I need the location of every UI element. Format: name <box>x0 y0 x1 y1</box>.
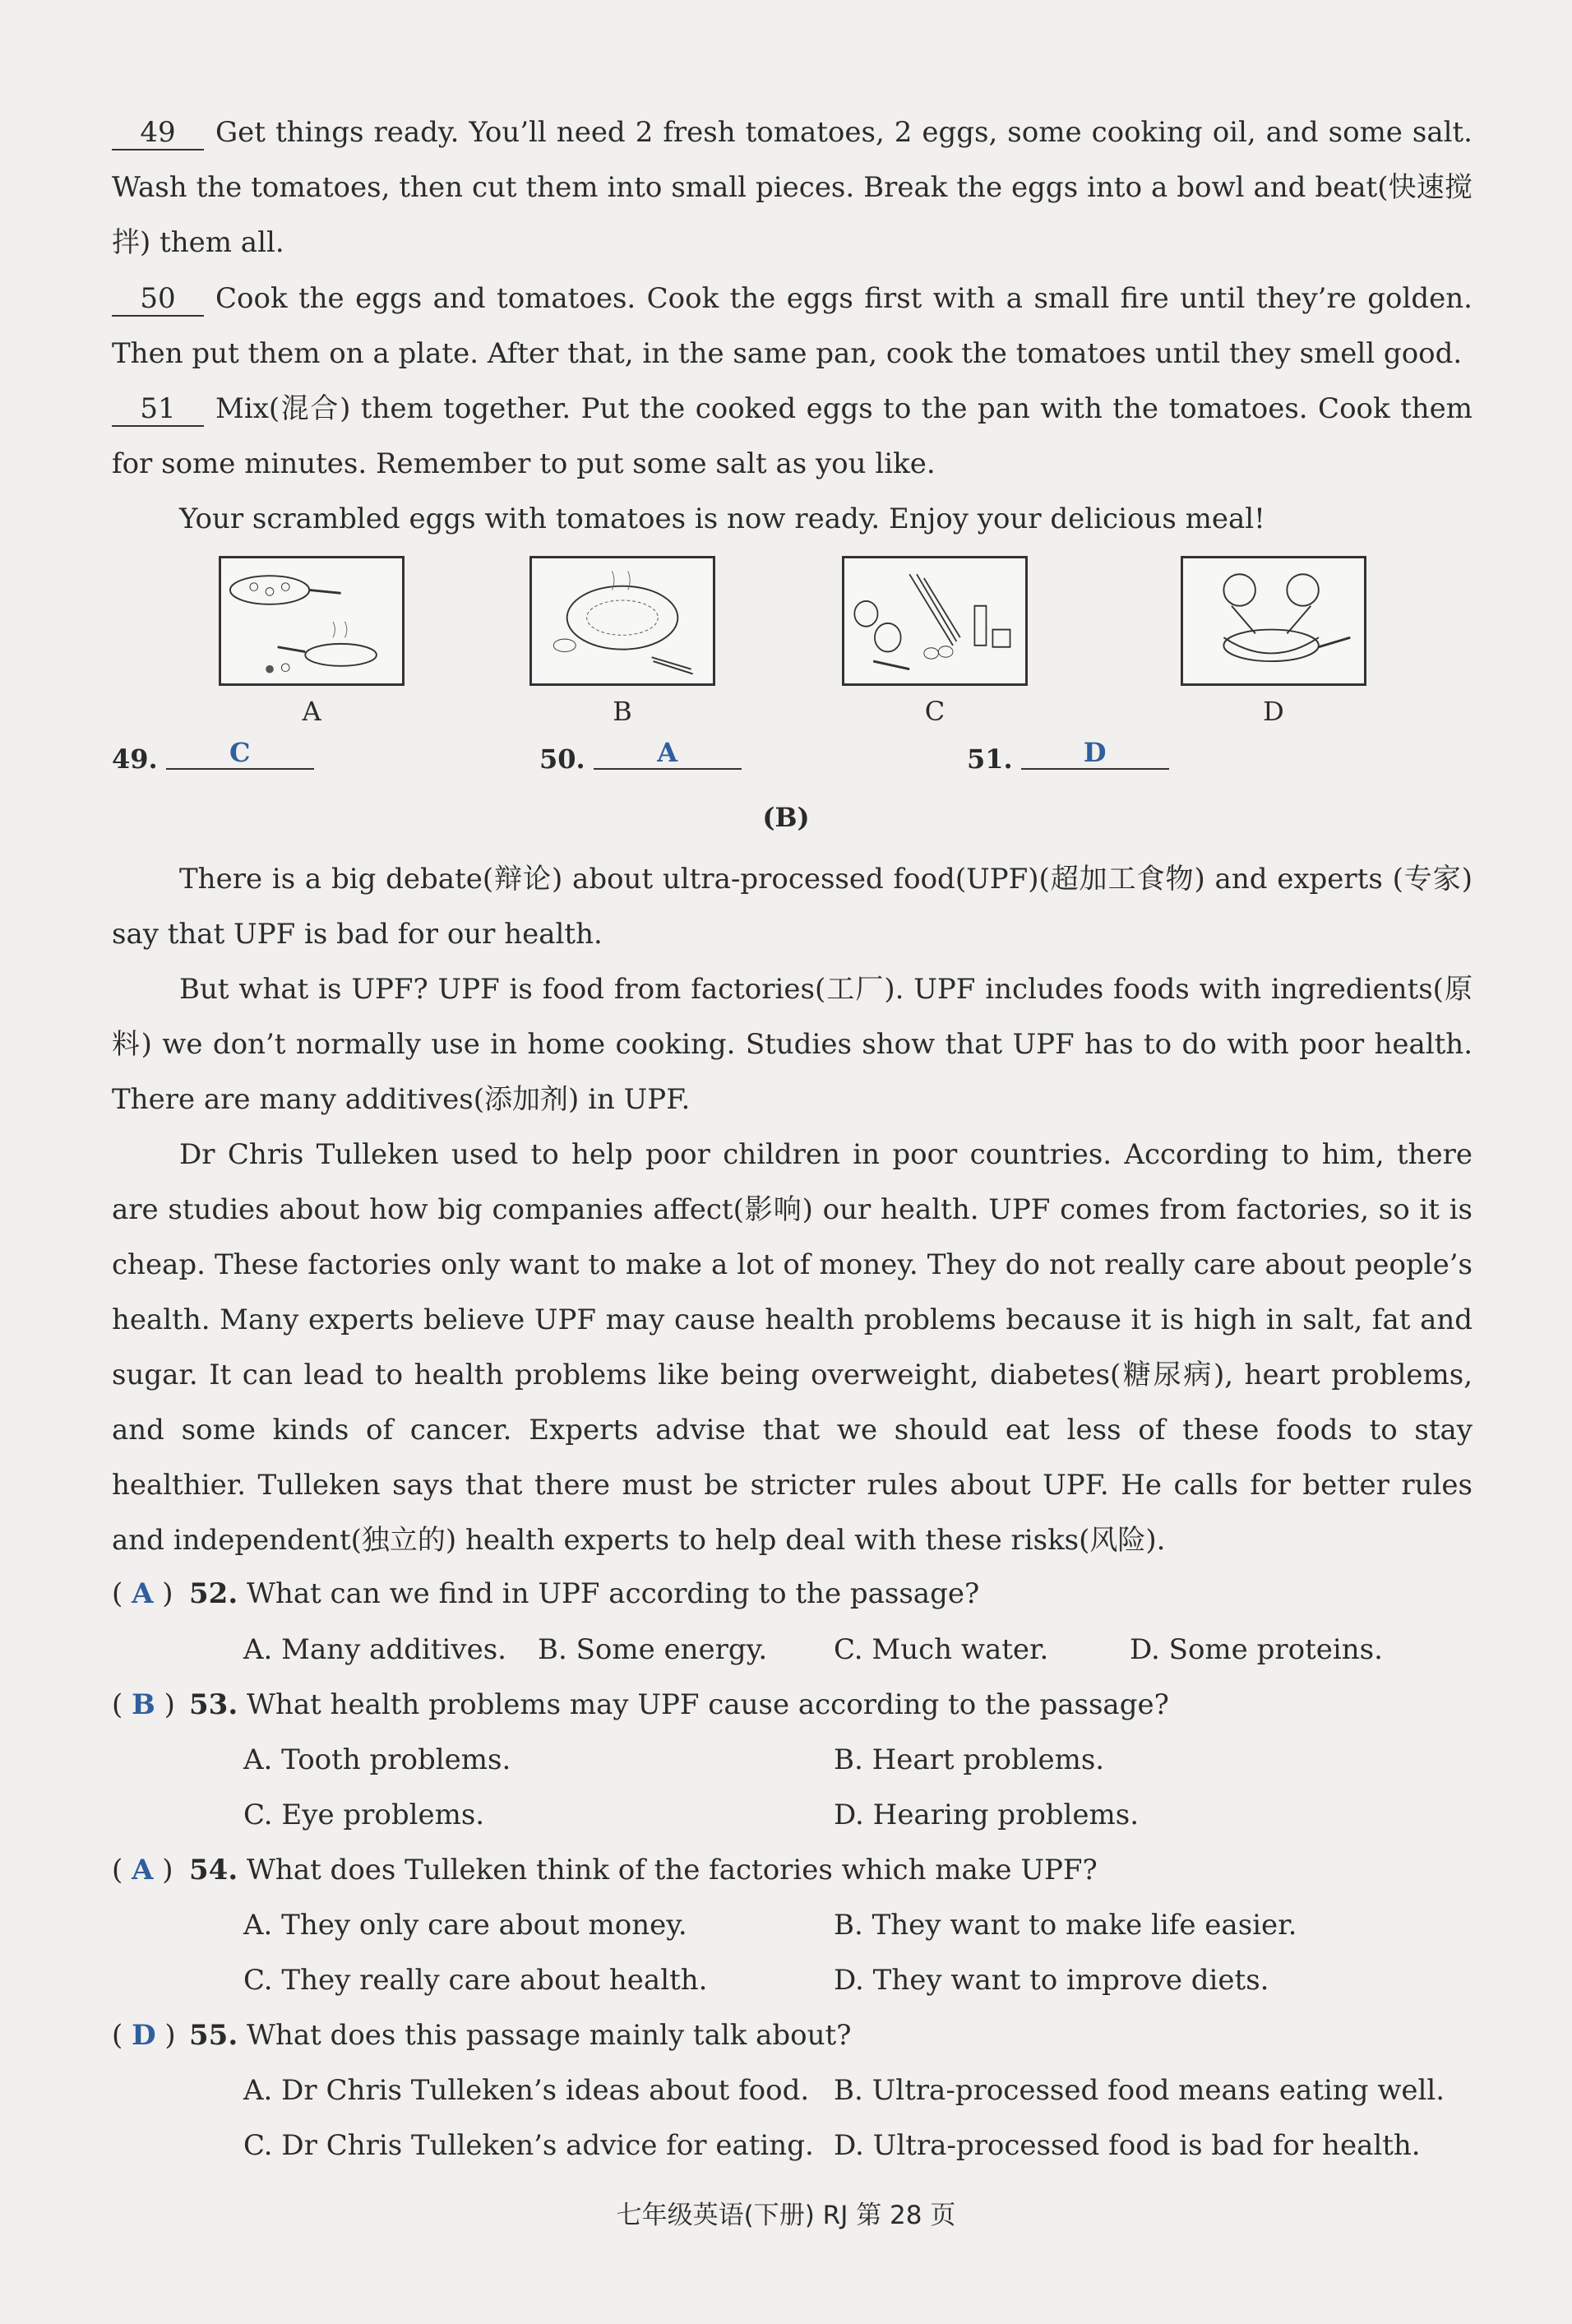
option-53-a[interactable]: A. Tooth problems. <box>243 1743 511 1776</box>
cooking-pans-picture <box>219 556 405 686</box>
answer-51-number: 51. <box>967 743 1013 775</box>
option-55-b[interactable]: B. Ultra-processed food means eating well. <box>834 2074 1445 2107</box>
step-49-text: Get things ready. You’ll need 2 fresh tomatoes, 2 eggs, some cooking oil, and some salt. Wash the tomatoes, then cut them into small pieces. Break the eggs into a bowl and beat(快速搅拌) them all. <box>112 116 1473 259</box>
section-b-title: (B) <box>762 802 810 833</box>
picture-label-b: B <box>613 696 632 727</box>
answer-51-value[interactable]: D <box>1021 737 1169 770</box>
option-53-d[interactable]: D. Hearing problems. <box>834 1799 1140 1831</box>
option-52-d[interactable]: D. Some proteins. <box>1130 1633 1383 1666</box>
option-54-a[interactable]: A. They only care about money. <box>243 1909 687 1942</box>
question-52-number: 52. <box>189 1577 238 1610</box>
question-53: ( B ) 53. What health problems may UPF cause according to the passage? <box>112 1688 1169 1721</box>
question-52: ( A ) 52. What can we find in UPF according to the passage? <box>112 1577 980 1610</box>
option-53-b[interactable]: B. Heart problems. <box>834 1743 1105 1776</box>
question-52-text: What can we find in UPF according to the passage? <box>246 1577 980 1610</box>
step-50-paragraph <box>112 271 1473 382</box>
beating-eggs-picture <box>1181 556 1366 686</box>
dish-icon <box>532 558 713 683</box>
step-51-paragraph <box>112 382 1473 492</box>
question-54: ( A ) 54. What does Tulleken think of the factories which make UPF? <box>112 1854 1098 1887</box>
ingredients-icon <box>844 558 1025 683</box>
passage-paragraph-3-text: Dr Chris Tulleken used to help poor children in poor countries. According to him, there are studies about how big companies affect(影响) our health. UPF comes from factories, so it is cheap. These factories only want to make a lot of money. They do not really care about people’s health. Many experts believe UPF may cause health problems because it is high in salt, fat and sugar. It can lead to health problems like being overweight, diabetes(糖尿病), heart problems, and some kinds of cancer. Experts advise that we should eat less of these foods to stay healthier. Tulleken says that there must be stricter rules about UPF. He calls for better rules and independent(独立的) health experts to help deal with these risks(风险). <box>112 1138 1473 1557</box>
picture-label-c: C <box>924 696 946 727</box>
answer-50-value[interactable]: A <box>594 737 742 770</box>
option-52-a[interactable]: A. Many additives. <box>243 1633 506 1666</box>
option-54-d[interactable]: D. They want to improve diets. <box>834 1964 1269 1997</box>
closing-line <box>112 492 1473 547</box>
option-55-d[interactable]: D. Ultra-processed food is bad for health. <box>834 2129 1421 2162</box>
question-54-number: 54. <box>189 1854 238 1887</box>
step-50-text: Cook the eggs and tomatoes. Cook the eggs first with a small fire until they’re golden. Then put them on a plate. After that, in the same pan, cook the tomatoes until they smell good. <box>112 282 1473 370</box>
passage-paragraph-1 <box>112 852 1473 962</box>
option-55-c[interactable]: C. Dr Chris Tulleken’s advice for eating. <box>243 2129 814 2162</box>
option-52-c[interactable]: C. Much water. <box>834 1633 1049 1666</box>
question-54-text: What does Tulleken think of the factories which make UPF? <box>246 1854 1098 1887</box>
option-53-c[interactable]: C. Eye problems. <box>243 1799 485 1831</box>
dish-with-chopsticks-picture <box>529 556 715 686</box>
question-54-answer[interactable]: A <box>132 1854 154 1887</box>
beating-eggs-icon <box>1183 558 1364 683</box>
option-54-c[interactable]: C. They really care about health. <box>243 1964 708 1997</box>
passage-paragraph-1-text: There is a big debate(辩论) about ultra-processed food(UPF)(超加工食物) and experts (专家) say that UPF is bad for our health. <box>112 863 1473 951</box>
blank-49: 49 <box>112 116 204 150</box>
passage-paragraph-3 <box>112 1127 1473 1568</box>
question-53-text: What health problems may UPF cause according to the passage? <box>246 1688 1169 1721</box>
answer-49-value[interactable]: C <box>166 737 314 770</box>
question-53-answer[interactable]: B <box>132 1688 155 1721</box>
passage-paragraph-2-text: But what is UPF? UPF is food from factories(工厂). UPF includes foods with ingredients(原料) we don’t normally use in home cooking. Studies show that UPF has to do with poor health. There are many additives(添加剂) in UPF. <box>112 973 1473 1116</box>
option-55-a[interactable]: A. Dr Chris Tulleken’s ideas about food. <box>243 2074 810 2107</box>
step-51-text: Mix(混合) them together. Put the cooked eggs to the pan with the tomatoes. Cook them for some minutes. Remember to put some salt as you like. <box>112 392 1473 480</box>
answer-50 <box>539 737 742 776</box>
blank-50: 50 <box>112 282 204 317</box>
question-53-number: 53. <box>189 1688 238 1721</box>
answer-50-number: 50. <box>539 743 585 775</box>
picture-label-a: A <box>302 696 321 727</box>
blank-51: 51 <box>112 392 204 427</box>
option-52-b[interactable]: B. Some energy. <box>538 1633 768 1666</box>
picture-label-d: D <box>1263 696 1284 727</box>
question-55: ( D ) 55. What does this passage mainly talk about? <box>112 2019 852 2052</box>
ingredients-picture <box>842 556 1028 686</box>
answer-51 <box>967 737 1169 776</box>
closing-text: Your scrambled eggs with tomatoes is now ready. Enjoy your delicious meal! <box>179 502 1265 535</box>
page-footer: 七年级英语(下册) RJ 第 28 页 <box>616 2201 956 2230</box>
question-55-number: 55. <box>189 2019 238 2052</box>
cooking-pans-icon <box>221 558 402 683</box>
answer-49-number: 49. <box>112 743 158 775</box>
question-55-answer[interactable]: D <box>132 2019 156 2052</box>
step-49-paragraph <box>112 105 1473 271</box>
answer-49 <box>112 737 314 776</box>
question-52-answer[interactable]: A <box>132 1577 154 1610</box>
question-55-text: What does this passage mainly talk about? <box>246 2019 852 2052</box>
passage-paragraph-2 <box>112 962 1473 1127</box>
option-54-b[interactable]: B. They want to make life easier. <box>834 1909 1297 1942</box>
